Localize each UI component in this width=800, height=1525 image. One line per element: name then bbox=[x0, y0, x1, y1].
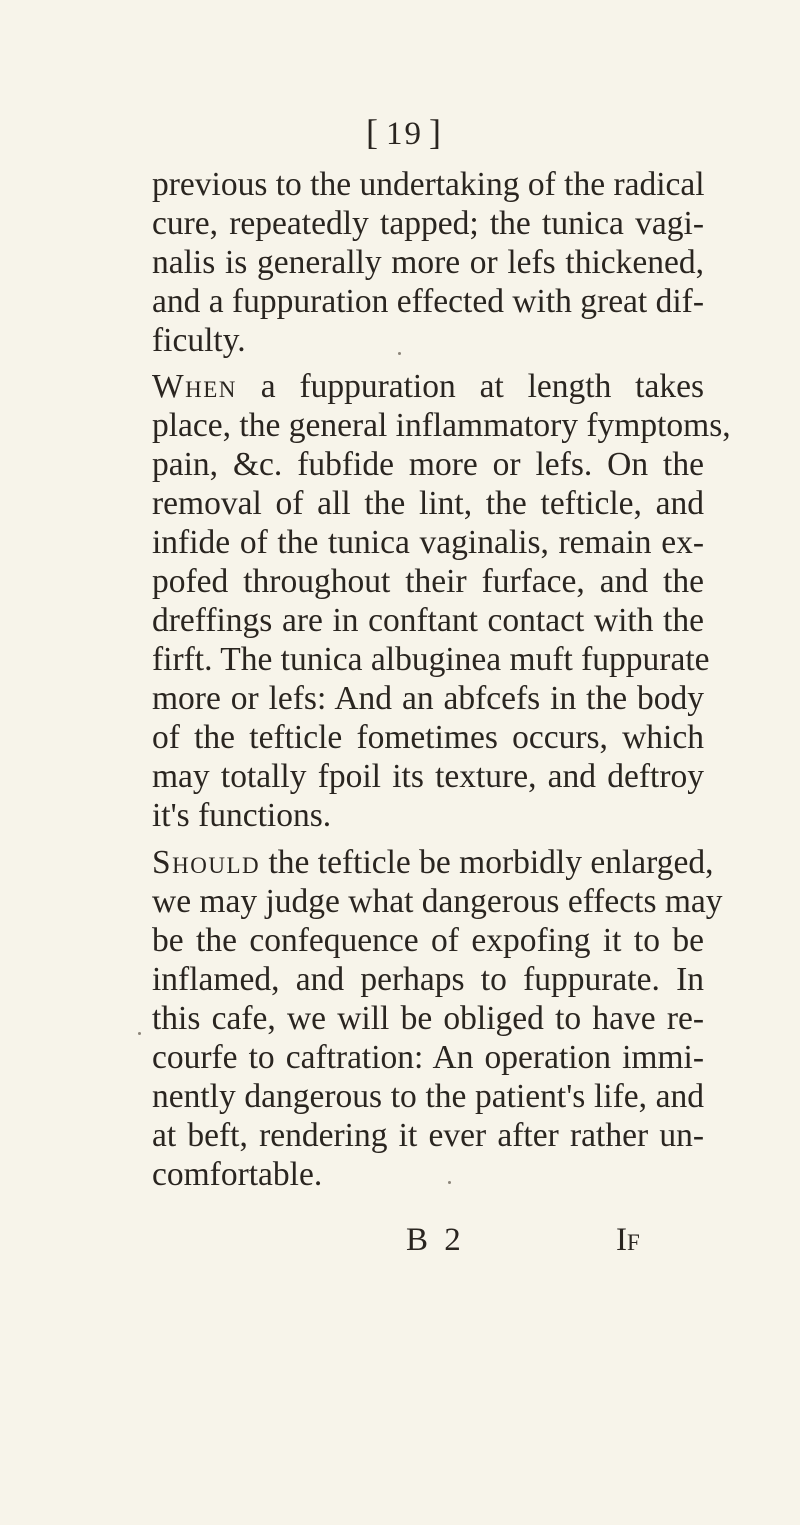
text-line-first bbox=[152, 367, 704, 406]
text-line: firft. The tunica albuginea muft fuppurate bbox=[152, 641, 710, 678]
signature-mark: B 2 bbox=[406, 1222, 465, 1258]
bracket-close: ] bbox=[429, 112, 443, 152]
text-line: previous to the undertaking of the radical bbox=[152, 166, 705, 203]
text-line: comfortable. bbox=[152, 1156, 323, 1193]
page-header bbox=[366, 111, 443, 153]
text-line: inflamed, and perhaps to fuppurate. In bbox=[152, 961, 704, 998]
text-line: courfe to caftration: An operation immi- bbox=[152, 1039, 704, 1076]
text-line: nalis is generally more or lefs thickened, bbox=[152, 244, 704, 281]
paper-speck bbox=[448, 1181, 451, 1184]
text-line: of the tefticle fometimes occurs, which bbox=[152, 719, 704, 756]
text-line: pain, &c. fubfide more or lefs. On the bbox=[152, 446, 704, 483]
text-line: infide of the tunica vaginalis, remain ex- bbox=[152, 524, 704, 561]
text-line: removal of all the lint, the tefticle, and bbox=[152, 485, 704, 522]
text-line: may totally fpoil its texture, and deftroy bbox=[152, 758, 704, 795]
text-line: nently dangerous to the patient's life, and bbox=[152, 1078, 704, 1115]
text-line-rest: the tefticle be morbidly enlarged, bbox=[260, 844, 714, 881]
page-number: 19 bbox=[386, 116, 423, 152]
lead-word: Should bbox=[152, 844, 261, 881]
paragraph-3 bbox=[152, 843, 723, 1194]
text-line: and a fuppuration effected with great dif- bbox=[152, 283, 704, 320]
text-line: at beft, rendering it ever after rather un- bbox=[152, 1117, 704, 1154]
paragraph-1 bbox=[152, 165, 704, 360]
catchword: If bbox=[616, 1222, 640, 1258]
lead-word: When bbox=[152, 368, 237, 405]
text-line: be the confequence of expofing it to be bbox=[152, 922, 704, 959]
text-line: pofed throughout their furface, and the bbox=[152, 563, 704, 600]
text-line: cure, repeatedly tapped; the tunica vagi- bbox=[152, 205, 704, 242]
paper-speck bbox=[138, 1032, 141, 1035]
text-line-first bbox=[152, 843, 714, 882]
text-line: place, the general inflammatory fymptoms, bbox=[152, 407, 731, 444]
text-line-rest: a fuppuration at length takes bbox=[236, 368, 704, 405]
text-line: this cafe, we will be obliged to have re- bbox=[152, 1000, 704, 1037]
text-line: it's functions. bbox=[152, 797, 332, 834]
paragraph-2 bbox=[152, 367, 731, 835]
text-line: dreffings are in conftant contact with the bbox=[152, 602, 704, 639]
text-line: more or lefs: And an abfcefs in the body bbox=[152, 680, 704, 717]
bracket-open: [ bbox=[366, 112, 380, 152]
paper-speck bbox=[398, 352, 401, 355]
text-line: ficulty. bbox=[152, 322, 246, 359]
text-line: we may judge what dangerous effects may bbox=[152, 883, 723, 920]
